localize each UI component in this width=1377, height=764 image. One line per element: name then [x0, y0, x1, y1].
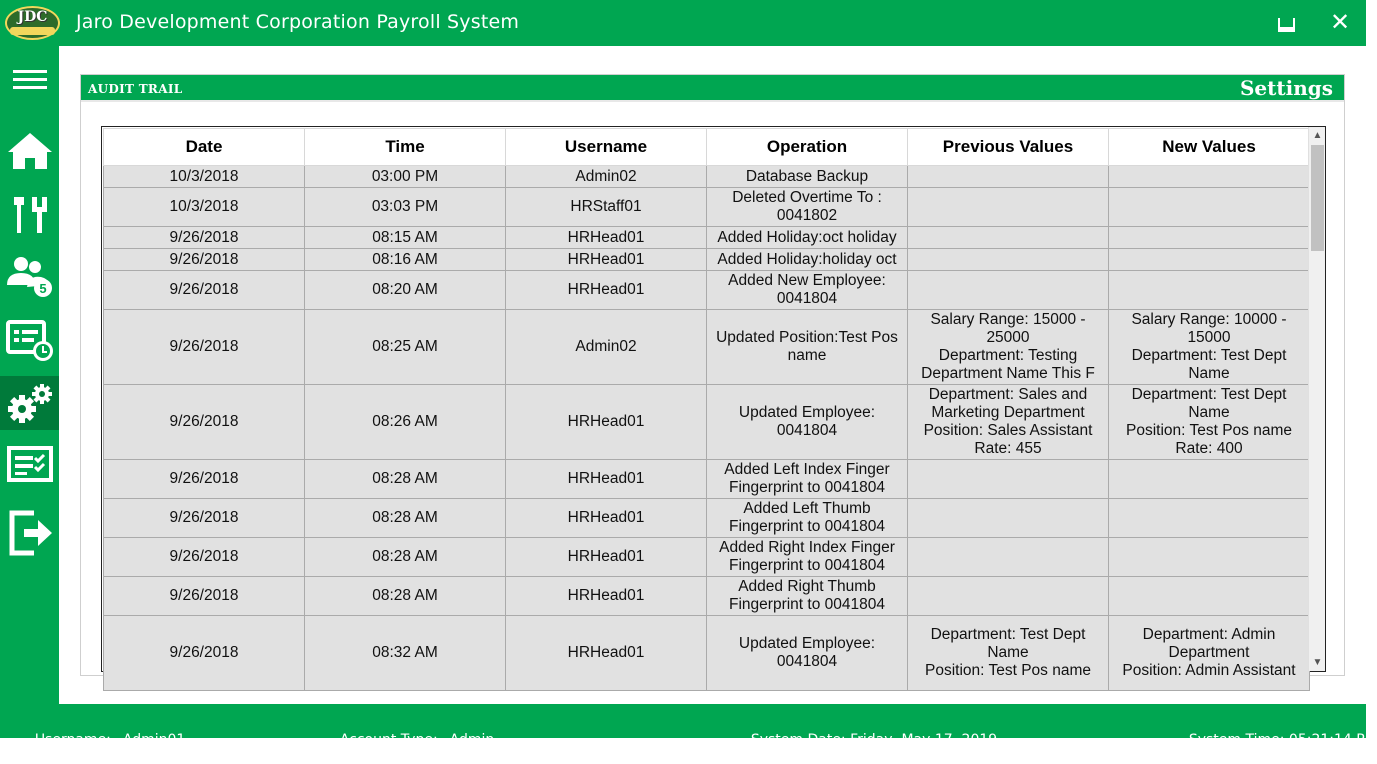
timesheet-clock-icon: [5, 319, 55, 363]
svg-text:5: 5: [38, 281, 47, 296]
scroll-down-arrow-icon[interactable]: ▼: [1312, 657, 1323, 668]
cell-time: 08:15 AM: [305, 227, 506, 249]
cell-date: 9/26/2018: [104, 538, 305, 577]
minimize-icon: [1278, 18, 1295, 32]
status-bar: [0, 704, 1377, 748]
cell-time: 08:28 AM: [305, 460, 506, 499]
cell-new-values: [1109, 538, 1310, 577]
account-type-value: Admin: [449, 732, 495, 748]
table-row[interactable]: [104, 577, 1310, 616]
cell-time: 08:26 AM: [305, 385, 506, 460]
cell-new-values: Department: Admin Department Position: Admin Assistant: [1109, 616, 1310, 691]
checklist-icon: [6, 445, 54, 485]
cell-time: 03:03 PM: [305, 188, 506, 227]
status-account-type: [322, 716, 494, 764]
cell-date: 9/26/2018: [104, 460, 305, 499]
table-row[interactable]: [104, 616, 1310, 691]
scroll-up-arrow-icon[interactable]: ▲: [1312, 130, 1323, 141]
cell-date: 9/26/2018: [104, 310, 305, 385]
cell-previous-values: [908, 577, 1109, 616]
table-row[interactable]: [104, 499, 1310, 538]
cell-username: HRHead01: [506, 616, 707, 691]
cell-previous-values: [908, 460, 1109, 499]
cell-operation: Added Holiday:oct holiday: [707, 227, 908, 249]
system-time-label: System Time:: [1188, 732, 1285, 748]
logout-icon: [6, 509, 54, 557]
cell-date: 9/26/2018: [104, 271, 305, 310]
hamburger-menu-icon: [12, 68, 48, 92]
sidebar-item-home[interactable]: [0, 124, 59, 178]
cell-previous-values: [908, 499, 1109, 538]
system-date-value: Friday, May 17, 2019: [850, 732, 998, 748]
cell-username: HRStaff01: [506, 188, 707, 227]
cell-time: 08:28 AM: [305, 577, 506, 616]
cell-operation: Database Backup: [707, 166, 908, 188]
cell-username: HRHead01: [506, 271, 707, 310]
cell-previous-values: Department: Test Dept Name Position: Test Pos name: [908, 616, 1109, 691]
sidebar: [0, 46, 59, 704]
cell-operation: Updated Position:Test Pos name: [707, 310, 908, 385]
sidebar-item-settings[interactable]: [0, 376, 59, 430]
cell-previous-values: Department: Sales and Marketing Department Position: Sales Assistant Rate: 455: [908, 385, 1109, 460]
cell-operation: Added Right Index Finger Fingerprint to 0041804: [707, 538, 908, 577]
table-row[interactable]: [104, 188, 1310, 227]
cell-username: HRHead01: [506, 460, 707, 499]
sidebar-item-reports[interactable]: [0, 438, 59, 492]
minimize-button[interactable]: [1271, 8, 1301, 38]
table-row[interactable]: [104, 227, 1310, 249]
vertical-scrollbar[interactable]: [1308, 127, 1325, 671]
cell-new-values: [1109, 499, 1310, 538]
panel-header: [81, 75, 1344, 102]
cell-username: HRHead01: [506, 538, 707, 577]
cell-new-values: [1109, 166, 1310, 188]
cell-time: 08:20 AM: [305, 271, 506, 310]
sidebar-item-employees[interactable]: [0, 250, 59, 304]
cell-operation: Added New Employee: 0041804: [707, 271, 908, 310]
gears-icon: [6, 382, 54, 424]
section-label: Settings: [1239, 76, 1333, 100]
sidebar-item-maintenance[interactable]: [0, 188, 59, 242]
sidebar-item-logout[interactable]: [0, 506, 59, 560]
cell-username: HRHead01: [506, 249, 707, 271]
cell-previous-values: [908, 538, 1109, 577]
cell-previous-values: [908, 227, 1109, 249]
system-date-label: System Date:: [750, 732, 846, 748]
cell-previous-values: [908, 249, 1109, 271]
column-header-date[interactable]: Date: [104, 129, 305, 166]
cell-new-values: Salary Range: 10000 - 15000 Department: Test Dept Name: [1109, 310, 1310, 385]
sidebar-item-menu[interactable]: [0, 53, 59, 107]
table-row[interactable]: [104, 385, 1310, 460]
cell-time: 08:16 AM: [305, 249, 506, 271]
table-header-row: [104, 129, 1310, 166]
cell-new-values: [1109, 249, 1310, 271]
cell-date: 10/3/2018: [104, 188, 305, 227]
cell-operation: Deleted Overtime To : 0041802: [707, 188, 908, 227]
company-logo: [5, 6, 60, 40]
cell-username: Admin02: [506, 166, 707, 188]
table-row[interactable]: [104, 460, 1310, 499]
status-username: [17, 716, 185, 764]
cell-new-values: [1109, 271, 1310, 310]
cell-operation: Added Right Thumb Fingerprint to 0041804: [707, 577, 908, 616]
username-value: Admin01: [122, 732, 186, 748]
status-system-date: [733, 716, 997, 764]
status-system-time: [1171, 716, 1377, 764]
cell-date: 9/26/2018: [104, 577, 305, 616]
column-header-time[interactable]: Time: [305, 129, 506, 166]
cell-operation: Added Left Thumb Fingerprint to 0041804: [707, 499, 908, 538]
column-header-new-values[interactable]: New Values: [1109, 129, 1310, 166]
cell-operation: Added Holiday:holiday oct: [707, 249, 908, 271]
column-header-operation[interactable]: Operation: [707, 129, 908, 166]
cell-username: HRHead01: [506, 499, 707, 538]
cell-username: Admin02: [506, 310, 707, 385]
panel-title: AUDIT TRAIL: [88, 82, 183, 96]
cell-operation: Updated Employee: 0041804: [707, 616, 908, 691]
cell-date: 9/26/2018: [104, 499, 305, 538]
table-row[interactable]: [104, 310, 1310, 385]
cell-previous-values: [908, 271, 1109, 310]
audit-trail-table: [103, 128, 1310, 691]
audit-trail-grid[interactable]: [101, 126, 1326, 679]
cell-username: HRHead01: [506, 577, 707, 616]
cell-username: HRHead01: [506, 227, 707, 249]
column-header-previous-values[interactable]: Previous Values: [908, 129, 1109, 166]
cell-username: HRHead01: [506, 385, 707, 460]
system-time-value: 05:21:14 PM: [1288, 732, 1377, 748]
cell-time: 08:28 AM: [305, 499, 506, 538]
account-type-label: Account Type:: [339, 732, 438, 748]
cell-date: 9/26/2018: [104, 227, 305, 249]
cell-previous-values: [908, 166, 1109, 188]
cell-time: 08:25 AM: [305, 310, 506, 385]
table-row[interactable]: [104, 538, 1310, 577]
column-header-username[interactable]: Username: [506, 129, 707, 166]
cell-new-values: [1109, 188, 1310, 227]
cell-previous-values: [908, 188, 1109, 227]
close-button[interactable]: ✕: [1329, 9, 1351, 36]
cell-time: 08:28 AM: [305, 538, 506, 577]
cell-operation: Added Left Index Finger Fingerprint to 0041804: [707, 460, 908, 499]
audit-trail-panel: [80, 74, 1345, 679]
app-title: Jaro Development Corporation Payroll System: [76, 11, 520, 33]
logo-text: JDC: [17, 9, 48, 25]
table-row[interactable]: [104, 271, 1310, 310]
cell-date: 9/26/2018: [104, 616, 305, 691]
cell-previous-values: Salary Range: 15000 - 25000 Department: Testing Department Name This F: [908, 310, 1109, 385]
employees-icon: [5, 255, 55, 299]
cell-new-values: Department: Test Dept Name Position: Test Pos name Rate: 400: [1109, 385, 1310, 460]
cell-new-values: [1109, 227, 1310, 249]
cell-new-values: [1109, 460, 1310, 499]
table-row[interactable]: [104, 249, 1310, 271]
scroll-thumb[interactable]: [1311, 145, 1324, 251]
cell-date: 9/26/2018: [104, 249, 305, 271]
logo-band: [10, 27, 55, 35]
cell-time: 08:32 AM: [305, 616, 506, 691]
cell-time: 03:00 PM: [305, 166, 506, 188]
sidebar-item-timekeeping[interactable]: [0, 314, 59, 368]
cell-operation: Updated Employee: 0041804: [707, 385, 908, 460]
username-label: Username:: [34, 732, 111, 748]
title-bar: [0, 0, 1366, 46]
cell-date: 9/26/2018: [104, 385, 305, 460]
home-icon: [7, 131, 53, 171]
tools-icon: [8, 195, 52, 235]
table-row[interactable]: [104, 166, 1310, 188]
cell-new-values: [1109, 577, 1310, 616]
cell-date: 10/3/2018: [104, 166, 305, 188]
